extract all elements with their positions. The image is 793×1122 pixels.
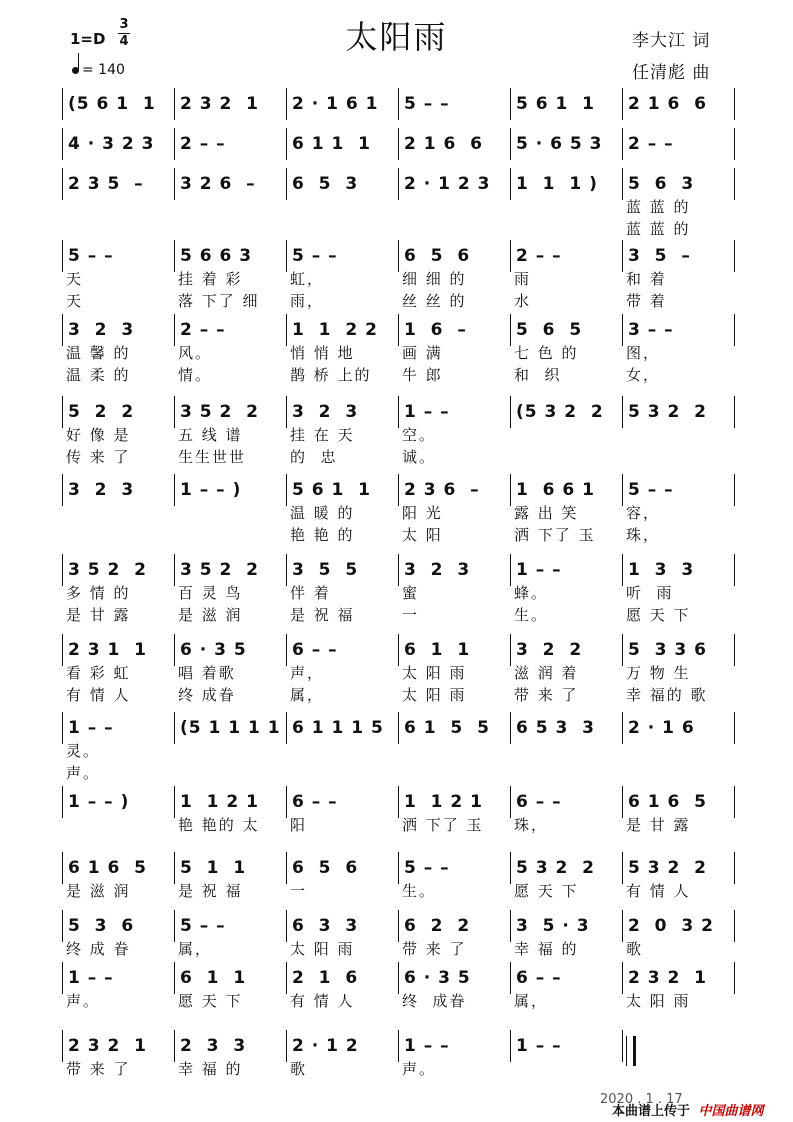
barline: [734, 88, 735, 120]
score-system: [62, 172, 732, 240]
lyric-text: 万 物 生: [626, 664, 691, 682]
notation-line: [62, 132, 732, 156]
lyric-text: 蜂。: [514, 584, 549, 602]
lyric-line: [62, 938, 732, 960]
measure: 2 – –: [628, 134, 674, 154]
lyric-line: [62, 990, 732, 1012]
measure: 5 6 5: [516, 320, 583, 340]
measure: 5 6 1 1: [292, 480, 371, 500]
lyric-text: 雨: [514, 270, 532, 288]
lyric-text: 生生世世: [178, 448, 247, 466]
lyric-line: [62, 364, 732, 386]
measure: 5 · 6 5 3: [516, 134, 603, 154]
measure: 5 2 2: [68, 402, 135, 422]
measure: 2 3 1 1: [68, 640, 147, 660]
measure: 3 2 3: [68, 320, 135, 340]
measure: 6 · 3 5: [404, 968, 471, 988]
measure: 5 3 2 2: [628, 402, 707, 422]
lyric-text: 幸 福的 歌: [626, 686, 708, 704]
measure: 2 3 2 1: [68, 1036, 147, 1056]
notation-line: [62, 638, 732, 662]
barline: [734, 962, 735, 994]
lyric-text: 是 甘 露: [66, 606, 131, 624]
barline: [734, 554, 735, 586]
lyric-text: 太 阳 雨: [626, 992, 691, 1010]
measure: (5 6 1 1: [68, 94, 156, 114]
quarter-note-icon: [72, 67, 79, 74]
lyric-text: 挂 着 彩: [178, 270, 243, 288]
measure: 6 – –: [516, 968, 562, 988]
barline: [734, 910, 735, 942]
lyric-line: [62, 342, 732, 364]
barline: [174, 128, 175, 160]
lyric-text: 是 滋 润: [178, 606, 243, 624]
lyric-text: 带 来 了: [402, 940, 467, 958]
lyric-text: 悄 悄 地: [290, 344, 355, 362]
measure: 2 1 6 6: [404, 134, 483, 154]
lyric-text: 幸 福 的: [178, 1060, 243, 1078]
measure: 2 3 2 1: [180, 94, 259, 114]
lyric-text: 一: [402, 606, 420, 624]
measure: 6 – –: [292, 792, 338, 812]
barline: [62, 88, 63, 120]
lyric-text: 终 成眷: [178, 686, 236, 704]
lyric-text: 画 满: [402, 344, 443, 362]
score-title: 太阳雨: [345, 18, 448, 56]
lyric-line: [62, 268, 732, 290]
lyric-text: 五 线 谱: [178, 426, 243, 444]
lyric-text: 太 阳 雨: [402, 664, 467, 682]
lyric-line: [62, 502, 732, 524]
measure: 1 – –: [404, 1036, 450, 1056]
barline: [286, 88, 287, 120]
lyric-text: 细 细 的: [402, 270, 467, 288]
measure: (5 3 2 2: [516, 402, 604, 422]
tempo-value: = 140: [82, 62, 125, 78]
lyric-text: 洒 下了 玉: [402, 816, 484, 834]
lyric-text: 艳 艳 的: [290, 526, 355, 544]
barline: [510, 88, 511, 120]
upload-notice: [612, 1100, 764, 1119]
lyric-text: 是 滋 润: [66, 882, 131, 900]
lyric-text: 雨，: [290, 292, 325, 310]
measure: 6 5 6: [404, 246, 471, 266]
measure: 2 – –: [180, 320, 226, 340]
lyric-text: 洒 下了 玉: [514, 526, 596, 544]
final-barline: [626, 1036, 636, 1066]
composer-credit: 任清彪 曲: [632, 63, 711, 83]
lyric-text: 图，: [626, 344, 661, 362]
measure: 6 – –: [292, 640, 338, 660]
lyric-text: 带 着: [626, 292, 667, 310]
lyric-text: 牛 郎: [402, 366, 443, 384]
barline: [510, 128, 511, 160]
measure: 6 1 1: [404, 640, 471, 660]
lyric-line: [62, 662, 732, 684]
measure: 2 · 1 2 3: [404, 174, 491, 194]
notation-line: [62, 790, 732, 814]
lyric-text: 露 出 笑: [514, 504, 579, 522]
measure: 1 – –: [68, 718, 114, 738]
measure: 3 5 · 3: [516, 916, 590, 936]
lyric-text: 生。: [402, 882, 437, 900]
time-signature-top: 3: [119, 17, 129, 32]
measure: 2 3 3: [180, 1036, 247, 1056]
lyric-text: 终 成眷: [402, 992, 467, 1010]
lyric-text: 情。: [178, 366, 213, 384]
lyric-text: 歌: [626, 940, 644, 958]
notation-line: [62, 856, 732, 880]
lyric-line: [62, 880, 732, 902]
lyric-line: [62, 684, 732, 706]
lyric-text: 多 情 的: [66, 584, 131, 602]
lyric-text: 七 色 的: [514, 344, 579, 362]
lyric-line: [62, 524, 732, 546]
lyric-text: 是 甘 露: [626, 816, 691, 834]
measure: 5 3 3 6: [628, 640, 707, 660]
lyric-text: 好 像 是: [66, 426, 131, 444]
lyric-text: 的 忠: [290, 448, 338, 466]
measure: 1 – –: [516, 1036, 562, 1056]
lyric-text: 幸 福 的: [514, 940, 579, 958]
measure: 3 5 5: [292, 560, 359, 580]
lyric-text: 生。: [514, 606, 549, 624]
lyric-text: 珠，: [514, 816, 549, 834]
barline: [622, 88, 623, 120]
lyric-text: 女，: [626, 366, 661, 384]
measure: 6 1 6 5: [628, 792, 707, 812]
measure: 1 – – ): [68, 792, 130, 812]
lyric-line: [62, 740, 732, 762]
measure: 1 – –: [516, 560, 562, 580]
score-system: [62, 558, 732, 626]
measure: 1 1 1 ): [516, 174, 598, 194]
barline: [734, 712, 735, 744]
lyric-text: 太 阳: [402, 526, 443, 544]
score-system: [62, 400, 732, 468]
lyric-text: 阳 光: [402, 504, 443, 522]
lyric-line: [62, 218, 732, 240]
lyric-text: 有 情 人: [626, 882, 691, 900]
lyric-text: 是 祝 福: [178, 882, 243, 900]
measure: (5 1 1 1 1: [180, 718, 281, 738]
notation-line: [62, 244, 732, 268]
lyric-text: 和 织: [514, 366, 562, 384]
score-system: [62, 638, 732, 706]
lyric-text: 丝 丝 的: [402, 292, 467, 310]
measure: 3 2 2: [516, 640, 583, 660]
measure: 6 5 3: [292, 174, 359, 194]
lyric-text: 天: [66, 292, 84, 310]
lyric-text: 声。: [66, 992, 101, 1010]
lyric-text: 百 灵 鸟: [178, 584, 243, 602]
measure: 1 1 2 1: [180, 792, 259, 812]
lyric-text: 风。: [178, 344, 213, 362]
score-system: [62, 478, 732, 546]
notation-line: [62, 92, 732, 116]
lyric-text: 诚。: [402, 448, 437, 466]
lyric-line: [62, 582, 732, 604]
notation-line: [62, 914, 732, 938]
notation-line: [62, 318, 732, 342]
measure: 5 3 6: [68, 916, 135, 936]
lyric-line: [62, 814, 732, 836]
lyric-line: [62, 424, 732, 446]
measure: 5 – –: [628, 480, 674, 500]
lyric-line: [62, 446, 732, 468]
site-logo: 中国曲谱网: [698, 1104, 764, 1119]
lyric-line: [62, 290, 732, 312]
measure: 6 3 3: [292, 916, 359, 936]
measure: 5 – –: [68, 246, 114, 266]
lyricist-credit: 李大江 词: [632, 31, 711, 51]
upload-label: 本曲谱上传于: [612, 1104, 691, 1119]
lyric-text: 歌: [290, 1060, 308, 1078]
lyric-text: 有 情 人: [66, 686, 131, 704]
lyric-text: 看 彩 虹: [66, 664, 131, 682]
lyric-text: 传 来 了: [66, 448, 131, 466]
notation-line: [62, 400, 732, 424]
barline: [734, 314, 735, 346]
measure: 6 1 6 5: [68, 858, 147, 878]
score-system: [62, 318, 732, 386]
notation-line: [62, 172, 732, 196]
lyric-text: 一: [290, 882, 308, 900]
lyric-text: 蜜: [402, 584, 420, 602]
measure: 5 6 1 1: [516, 94, 595, 114]
lyric-text: 声，: [290, 664, 325, 682]
measure: 6 – –: [516, 792, 562, 812]
lyric-text: 挂 在 天: [290, 426, 355, 444]
measure: 2 1 6 6: [628, 94, 707, 114]
measure: 3 5 –: [628, 246, 691, 266]
measure: 5 3 2 2: [628, 858, 707, 878]
score-system: [62, 856, 732, 902]
measure: 3 – –: [628, 320, 674, 340]
barline: [734, 240, 735, 272]
lyric-text: 听 雨: [626, 584, 674, 602]
measure: 3 2 3: [292, 402, 359, 422]
measure: 4 · 3 2 3: [68, 134, 155, 154]
barline: [622, 128, 623, 160]
lyric-text: 温 馨 的: [66, 344, 131, 362]
score-system: [62, 244, 732, 312]
time-signature-bottom: 4: [119, 34, 129, 49]
score-system: [62, 132, 732, 156]
lyric-text: 落 下了 细: [178, 292, 260, 310]
score-system: [62, 92, 732, 116]
lyric-text: 蓝 蓝 的: [626, 198, 691, 216]
measure: 5 1 1: [180, 858, 247, 878]
barline: [734, 396, 735, 428]
measure: 2 · 1 6 1: [292, 94, 379, 114]
measure: 5 6 3: [628, 174, 695, 194]
measure: 6 1 1 1 5: [292, 718, 384, 738]
measure: 1 6 6 1: [516, 480, 595, 500]
measure: 2 3 2 1: [628, 968, 707, 988]
lyric-text: 蓝 蓝 的: [626, 220, 691, 238]
measure: 6 1 1: [180, 968, 247, 988]
measure: 1 1 2 2: [292, 320, 378, 340]
key-signature: 1=D: [70, 30, 106, 48]
lyric-text: 太 阳 雨: [402, 686, 467, 704]
barline: [734, 786, 735, 818]
measure: 2 1 6: [292, 968, 359, 988]
notation-line: [62, 558, 732, 582]
barline: [734, 852, 735, 884]
lyric-text: 终 成 眷: [66, 940, 131, 958]
lyric-text: 太 阳 雨: [290, 940, 355, 958]
barline: [398, 88, 399, 120]
lyric-text: 声。: [66, 764, 101, 782]
lyric-text: 愿 天 下: [178, 992, 243, 1010]
barline: [734, 474, 735, 506]
lyric-text: 带 来 了: [514, 686, 579, 704]
barline: [62, 128, 63, 160]
measure: 2 3 6 –: [404, 480, 480, 500]
barline: [398, 128, 399, 160]
measure: 3 2 3: [68, 480, 135, 500]
tempo-marking: [72, 62, 125, 78]
measure: 2 · 1 2: [292, 1036, 359, 1056]
measure: 1 3 3: [628, 560, 695, 580]
lyric-text: 属，: [290, 686, 325, 704]
measure: 3 5 2 2: [180, 402, 259, 422]
measure: 1 – – ): [180, 480, 242, 500]
lyric-text: 和 着: [626, 270, 667, 288]
measure: 2 – –: [180, 134, 226, 154]
score-system: [62, 790, 732, 836]
score-system: [62, 914, 732, 960]
measure: 2 0 3 2: [628, 916, 714, 936]
lyric-text: 属，: [514, 992, 549, 1010]
measure: 3 5 2 2: [68, 560, 147, 580]
lyric-text: 滋 润 着: [514, 664, 579, 682]
lyric-text: 艳 艳的 太: [178, 816, 260, 834]
lyric-text: 容，: [626, 504, 661, 522]
measure: 3 5 2 2: [180, 560, 259, 580]
lyric-text: 是 祝 福: [290, 606, 355, 624]
lyric-text: 空。: [402, 426, 437, 444]
measure: 3 2 3: [404, 560, 471, 580]
lyric-text: 带 来 了: [66, 1060, 131, 1078]
footer-date: 2020 . 1 . 17: [600, 1092, 683, 1107]
measure: 1 – –: [404, 402, 450, 422]
barline: [734, 634, 735, 666]
lyric-text: 有 情 人: [290, 992, 355, 1010]
measure: 5 6 6 3: [180, 246, 253, 266]
measure: 1 1 2 1: [404, 792, 483, 812]
lyric-text: 属，: [178, 940, 213, 958]
lyric-text: 愿 天 下: [514, 882, 579, 900]
lyric-text: 虹，: [290, 270, 325, 288]
lyric-text: 鹊 桥 上的: [290, 366, 372, 384]
measure: 6 1 5 5: [404, 718, 490, 738]
measure: 5 – –: [404, 94, 450, 114]
measure: 5 – –: [404, 858, 450, 878]
measure: 2 – –: [516, 246, 562, 266]
lyric-text: 水: [514, 292, 532, 310]
measure: 6 5 6: [292, 858, 359, 878]
lyric-text: 唱 着歌: [178, 664, 236, 682]
lyric-text: 温 柔 的: [66, 366, 131, 384]
score-system: [62, 966, 732, 1012]
score-system: [62, 716, 732, 784]
measure: 5 – –: [292, 246, 338, 266]
lyric-text: 珠，: [626, 526, 661, 544]
barline: [734, 128, 735, 160]
lyric-line: [62, 604, 732, 626]
measure: 6 2 2: [404, 916, 471, 936]
lyric-text: 天: [66, 270, 84, 288]
measure: 2 3 5 –: [68, 174, 144, 194]
lyric-line: [62, 196, 732, 218]
measure: 6 5 3 3: [516, 718, 595, 738]
lyric-text: 愿 天 下: [626, 606, 691, 624]
measure: 6 1 1 1: [292, 134, 371, 154]
lyric-text: 阳: [290, 816, 308, 834]
barline: [286, 128, 287, 160]
lyric-line: [62, 762, 732, 784]
lyric-text: 声。: [402, 1060, 437, 1078]
measure: 1 6 –: [404, 320, 467, 340]
barline: [174, 88, 175, 120]
measure: 5 3 2 2: [516, 858, 595, 878]
measure: 3 2 6 –: [180, 174, 256, 194]
lyric-text: 伴 着: [290, 584, 331, 602]
notation-line: [62, 966, 732, 990]
barline: [734, 168, 735, 200]
lyric-text: 灵。: [66, 742, 101, 760]
measure: 2 · 1 6: [628, 718, 695, 738]
notation-line: [62, 716, 732, 740]
time-signature: [118, 18, 130, 49]
notation-line: [62, 478, 732, 502]
measure: 6 · 3 5: [180, 640, 247, 660]
lyric-text: 温 暖 的: [290, 504, 355, 522]
measure: 5 – –: [180, 916, 226, 936]
measure: 1 – –: [68, 968, 114, 988]
